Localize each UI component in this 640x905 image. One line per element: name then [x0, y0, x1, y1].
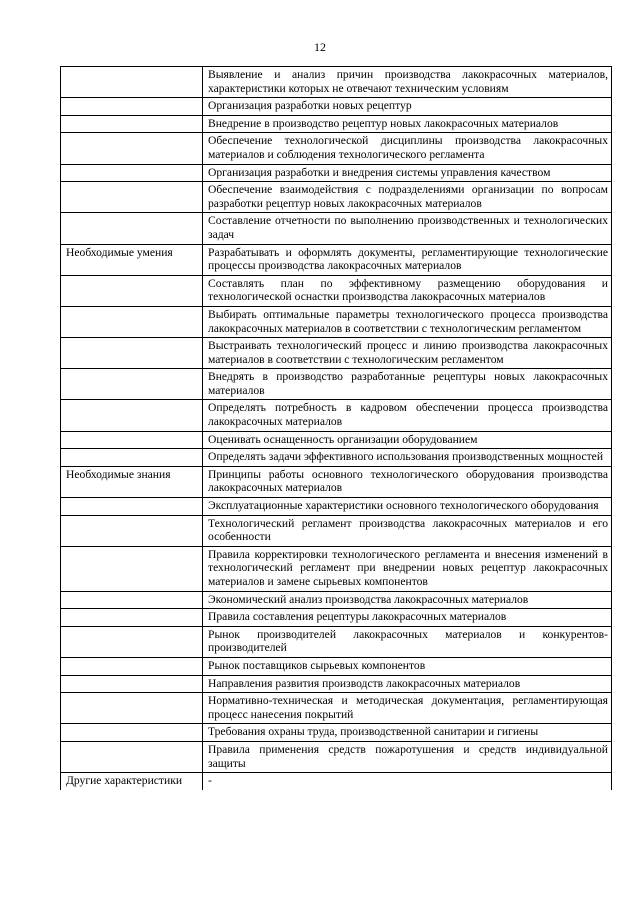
row-value-cell: Составлять план по эффективному размещению оборудования и технологической оснастки производства лакокрасочных материалов — [203, 275, 612, 306]
row-value-cell: Нормативно-техническая и методическая документация, регламентирующая процесс нанесения покрытий — [203, 693, 612, 724]
table-row — [61, 213, 612, 244]
table-row — [61, 369, 612, 400]
table-row — [61, 773, 612, 790]
row-label-cell — [61, 498, 203, 516]
row-value-cell: Оценивать оснащенность организации оборудованием — [203, 431, 612, 449]
row-value-cell: Экономический анализ производства лакокрасочных материалов — [203, 591, 612, 609]
row-value-cell: Выявление и анализ причин производства лакокрасочных материалов, характеристики которых не отвечают техническим условиям — [203, 67, 612, 98]
row-value-cell: - — [203, 773, 612, 790]
row-label-cell — [61, 182, 203, 213]
row-label-cell — [61, 431, 203, 449]
table-row — [61, 67, 612, 98]
table-row — [61, 591, 612, 609]
table-row — [61, 431, 612, 449]
table-row — [61, 115, 612, 133]
table-row — [61, 693, 612, 724]
row-label-cell — [61, 591, 203, 609]
row-value-cell: Правила корректировки технологического регламента и внесения изменений в технологический регламент при внедрении новых рецептур лакокрасочных материалов и замене сырьевых компонентов — [203, 546, 612, 591]
row-value-cell: Правила составления рецептуры лакокрасочных материалов — [203, 609, 612, 627]
row-label-cell — [61, 626, 203, 657]
table-row — [61, 164, 612, 182]
table-row — [61, 609, 612, 627]
table-row — [61, 741, 612, 772]
row-label-cell — [61, 164, 203, 182]
row-value-cell: Направления развития производств лакокрасочных материалов — [203, 675, 612, 693]
row-label-cell — [61, 115, 203, 133]
table-row — [61, 275, 612, 306]
row-label-cell — [61, 724, 203, 742]
row-label-cell — [61, 306, 203, 337]
table-row — [61, 546, 612, 591]
table-row — [61, 724, 612, 742]
row-label-cell — [61, 693, 203, 724]
row-value-cell: Организация разработки новых рецептур — [203, 98, 612, 116]
row-label-cell — [61, 546, 203, 591]
table-row — [61, 244, 612, 275]
row-label-cell — [61, 213, 203, 244]
row-value-cell: Определять задачи эффективного использования производственных мощностей — [203, 449, 612, 467]
row-label-cell: Необходимые умения — [61, 244, 203, 275]
row-value-cell: Внедрение в производство рецептур новых лакокрасочных материалов — [203, 115, 612, 133]
row-value-cell: Рынок поставщиков сырьевых компонентов — [203, 657, 612, 675]
row-label-cell — [61, 338, 203, 369]
table-row — [61, 182, 612, 213]
table-row — [61, 657, 612, 675]
row-value-cell: Разрабатывать и оформлять документы, регламентирующие технологические процессы производства лакокрасочных материалов — [203, 244, 612, 275]
row-label-cell — [61, 741, 203, 772]
table-row — [61, 449, 612, 467]
row-value-cell: Внедрять в производство разработанные рецептуры новых лакокрасочных материалов — [203, 369, 612, 400]
row-label-cell — [61, 657, 203, 675]
row-label-cell — [61, 675, 203, 693]
table-row — [61, 306, 612, 337]
row-value-cell: Определять потребность в кадровом обеспечении процесса производства лакокрасочных материалов — [203, 400, 612, 431]
row-label-cell — [61, 98, 203, 116]
table-row — [61, 98, 612, 116]
row-label-cell — [61, 609, 203, 627]
row-value-cell: Технологический регламент производства лакокрасочных материалов и его особенности — [203, 515, 612, 546]
table-row — [61, 515, 612, 546]
row-label-cell — [61, 369, 203, 400]
row-label-cell — [61, 67, 203, 98]
row-value-cell: Требования охраны труда, производственной санитарии и гигиены — [203, 724, 612, 742]
table-row — [61, 498, 612, 516]
table-row — [61, 400, 612, 431]
page-number: 12 — [314, 40, 326, 54]
table-row — [61, 626, 612, 657]
row-value-cell: Принципы работы основного технологического оборудования производства лакокрасочных материалов — [203, 466, 612, 497]
table-row — [61, 466, 612, 497]
row-value-cell: Выстраивать технологический процесс и линию производства лакокрасочных материалов в соответствии с технологическим регламентом — [203, 338, 612, 369]
row-value-cell: Рынок производителей лакокрасочных материалов и конкурентов-производителей — [203, 626, 612, 657]
row-value-cell: Эксплуатационные характеристики основного технологического оборудования — [203, 498, 612, 516]
table-row — [61, 675, 612, 693]
row-label-cell — [61, 133, 203, 164]
row-label-cell — [61, 400, 203, 431]
table-row — [61, 338, 612, 369]
row-value-cell: Правила применения средств пожаротушения и средств индивидуальной защиты — [203, 741, 612, 772]
competency-table — [60, 66, 612, 790]
table-row — [61, 133, 612, 164]
row-label-cell: Другие характеристики — [61, 773, 203, 790]
row-label-cell — [61, 449, 203, 467]
row-label-cell — [61, 275, 203, 306]
row-label-cell — [61, 515, 203, 546]
row-value-cell: Выбирать оптимальные параметры технологического процесса производства лакокрасочных материалов в соответствии с технологическим регламентом — [203, 306, 612, 337]
row-label-cell: Необходимые знания — [61, 466, 203, 497]
row-value-cell: Составление отчетности по выполнению производственных и технологических задач — [203, 213, 612, 244]
row-value-cell: Обеспечение взаимодействия с подразделениями организации по вопросам разработки рецептур новых лакокрасочных материалов — [203, 182, 612, 213]
row-value-cell: Организация разработки и внедрения системы управления качеством — [203, 164, 612, 182]
row-value-cell: Обеспечение технологической дисциплины производства лакокрасочных материалов и соблюдения технологического регламента — [203, 133, 612, 164]
